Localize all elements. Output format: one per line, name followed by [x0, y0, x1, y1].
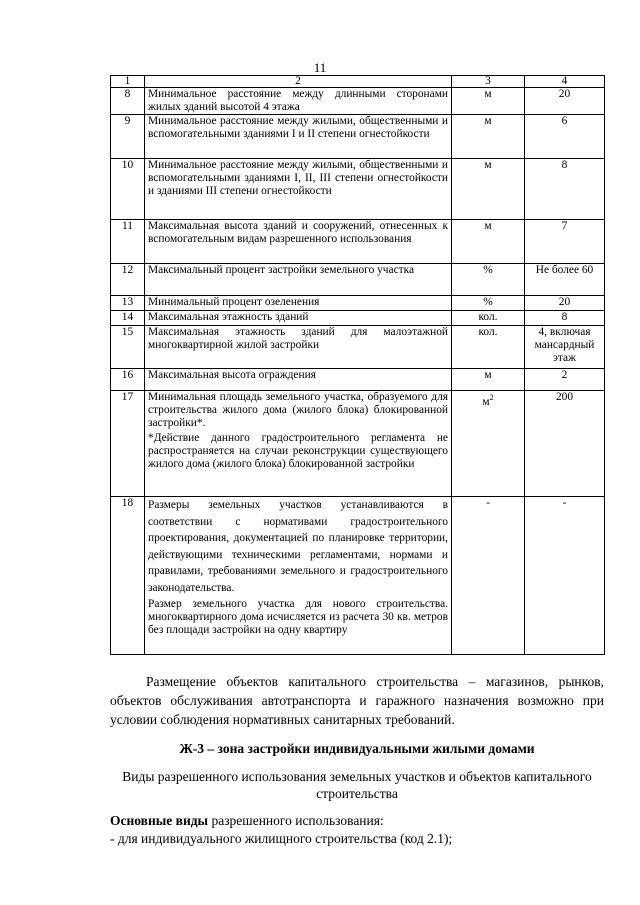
- description-text: Минимальное расстояние между жилыми, общественными и вспомогательными зданиями I и II степени огнестойкости: [148, 115, 448, 140]
- row-value: 6: [525, 115, 605, 159]
- column-header: 1: [111, 76, 145, 88]
- description-text: Минимальный процент озеленения: [148, 296, 320, 308]
- row-description: [145, 296, 452, 311]
- table-row: [111, 326, 605, 369]
- description-note: Размер земельного участка для нового строительства. многоквартирного дома исчисляется из расчета 30 кв. метров без площади застройки на одну квартиру: [148, 598, 448, 636]
- row-number: 18: [111, 497, 145, 655]
- row-description: [145, 220, 452, 264]
- row-description: [145, 391, 452, 497]
- row-value: 20: [525, 296, 605, 311]
- section-heading: Виды разрешенного использования земельных участков и объектов капитального строительства: [122, 769, 592, 801]
- row-value: 200: [525, 391, 605, 497]
- table-row: [111, 159, 605, 220]
- description-text: Минимальное расстояние между жилыми, общественными и вспомогательными зданиями I, II, III степени огнестойкости и зданиями III степени огнестойкости: [148, 159, 448, 197]
- row-unit: -: [452, 497, 525, 655]
- main-uses-heading: [110, 812, 604, 829]
- row-unit: %: [452, 264, 525, 296]
- body-paragraph: Размещение объектов капитального строительства – магазинов, рынков, объектов обслуживания автотранспорта и гаражного назначения возможно при условии соблюдения нормативных санитарных требований.: [110, 674, 604, 727]
- row-description: [145, 159, 452, 220]
- row-value: Не более 60: [525, 264, 605, 296]
- row-unit: %: [452, 296, 525, 311]
- table-row: [111, 220, 605, 264]
- row-number: 15: [111, 326, 145, 369]
- row-value: 20: [525, 88, 605, 115]
- row-value: 2: [525, 369, 605, 391]
- row-number: 11: [111, 220, 145, 264]
- row-description: [145, 369, 452, 391]
- row-value: 4, включая мансардный этаж: [525, 326, 605, 369]
- description-text: Максимальная высота зданий и сооружений, отнесенных к вспомогательным видам разрешенного использования: [148, 220, 448, 245]
- description-note: *Действие данного градостроительного регламента не распространяется на случаи реконструкции существующего жилого дома (жилого блока) блокированной застройки: [148, 432, 448, 470]
- row-value: 8: [525, 311, 605, 326]
- row-unit: м: [452, 369, 525, 391]
- row-description: [145, 264, 452, 296]
- description-text: Минимальное расстояние между длинными сторонами жилых зданий высотой 4 этажа: [148, 88, 448, 113]
- table-row: [111, 264, 605, 296]
- row-value: 8: [525, 159, 605, 220]
- description-text: Максимальная этажность зданий: [148, 311, 309, 323]
- row-number: 17: [111, 391, 145, 497]
- row-description: [145, 88, 452, 115]
- row-description: [145, 311, 452, 326]
- row-unit: м: [452, 88, 525, 115]
- row-unit: м: [452, 159, 525, 220]
- row-description: [145, 497, 452, 655]
- column-header: 2: [145, 76, 452, 88]
- unit-text: м: [482, 395, 490, 408]
- row-unit: кол.: [452, 311, 525, 326]
- zone-heading: Ж-3 – зона застройки индивидуальными жилыми домами: [179, 741, 535, 756]
- row-number: 14: [111, 311, 145, 326]
- table-row: [111, 311, 605, 326]
- row-value: -: [525, 497, 605, 655]
- table-row: [111, 391, 605, 497]
- table-row: [111, 296, 605, 311]
- row-unit: м: [452, 220, 525, 264]
- row-number: 10: [111, 159, 145, 220]
- row-number: 13: [111, 296, 145, 311]
- table-row: [111, 497, 605, 655]
- description-text: Минимальная площадь земельного участка, образуемого для строительства жилого дома (жилого блока) блокированной застройки*.: [148, 391, 448, 429]
- unit-superscript: 2: [489, 393, 494, 402]
- table-header-row: [111, 76, 605, 88]
- main-uses-label: Основные виды: [110, 813, 209, 828]
- row-unit: м: [452, 115, 525, 159]
- row-description: [145, 115, 452, 159]
- description-text: Размеры земельных участков устанавливаются в соответствии с нормативами градостроительного проектирования, документацией по планировке территории, действующими техническими регламентами, нормами и правилами, требованиями земельного и градостроительного законодательства.: [148, 499, 448, 594]
- column-header: 3: [452, 76, 525, 88]
- row-number: 8: [111, 88, 145, 115]
- page-number: 11: [313, 60, 327, 75]
- row-number: 12: [111, 264, 145, 296]
- list-item: - для индивидуального жилищного строительства (код 2.1);: [110, 831, 453, 846]
- row-number: 16: [111, 369, 145, 391]
- row-unit: кол.: [452, 326, 525, 369]
- row-number: 9: [111, 115, 145, 159]
- row-value: 7: [525, 220, 605, 264]
- main-uses-rest: разрешенного использования:: [208, 813, 384, 828]
- description-text: Максимальный процент застройки земельного участка: [148, 264, 415, 276]
- column-header: 4: [525, 76, 605, 88]
- regulations-table: [110, 75, 605, 655]
- table-row: [111, 88, 605, 115]
- row-description: [145, 326, 452, 369]
- row-unit: [452, 391, 525, 497]
- table-row: [111, 115, 605, 159]
- table-row: [111, 369, 605, 391]
- description-text: Максимальная высота ограждения: [148, 369, 316, 381]
- description-text: Максимальная этажность зданий для малоэтажной многоквартирной жилой застройки: [148, 326, 448, 351]
